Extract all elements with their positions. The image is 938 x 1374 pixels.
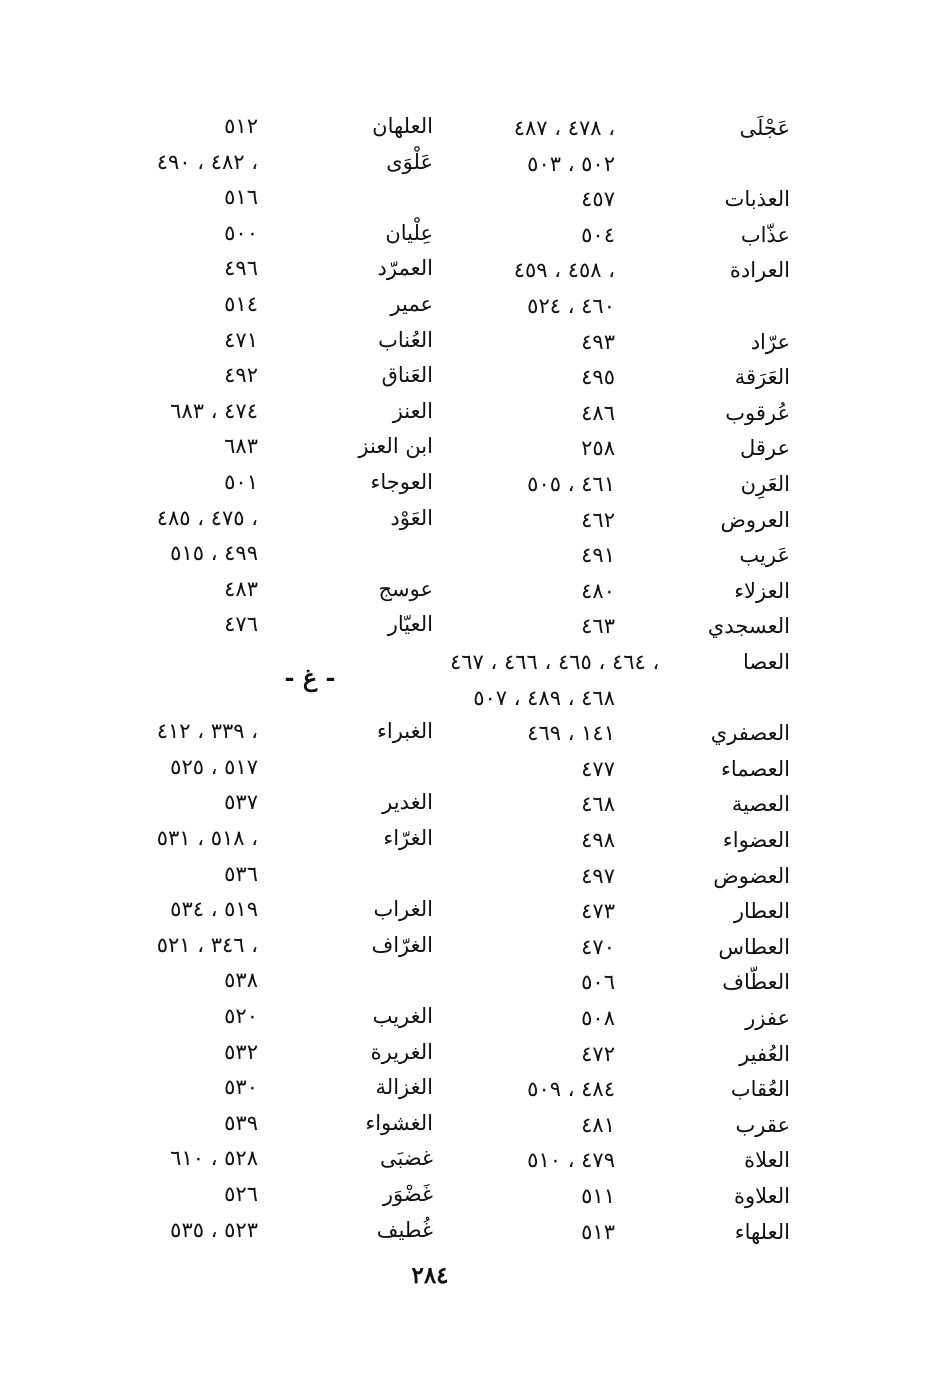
entry-word: العوجاء <box>370 470 433 494</box>
entry-pages: ٣٤٦ ، ٥٢١ ، <box>156 932 258 957</box>
entry-pages: ٤٧٨ ، ٤٨٧ ، <box>513 116 615 140</box>
entry-pages: ٤٧٩ ، ٥١٠ <box>527 1148 615 1173</box>
entry-word: الغريرة <box>370 1039 433 1064</box>
entry-pages: ٥٢٣ ، ٥٣٥ <box>170 1217 258 1242</box>
entry-word: الغزالة <box>375 1075 433 1100</box>
entry-pages: ٤٦١ ، ٥٠٥ <box>527 472 615 496</box>
entry-pages: ٤٦٢ <box>581 507 615 532</box>
entry-pages: ٥٠٦ <box>581 970 615 995</box>
entry-pages: ٤٨٢ ، ٤٩٠ ، <box>156 149 258 174</box>
entry-word: العسجدي <box>707 614 790 639</box>
entry-pages: ٤٧٥ ، ٤٨٥ ، <box>156 505 258 530</box>
entry-pages: ٤٦٨ ، ٤٨٩ ، ٥٠٧ <box>473 685 615 710</box>
entry-word: غضبَى <box>379 1146 433 1171</box>
entry-word: الغبراء <box>377 719 433 744</box>
entry-pages: ٤٨٦ <box>581 400 615 425</box>
entry-word: العروض <box>720 507 790 532</box>
entry-pages: ٤٧٤ ، ٦٨٣ <box>170 398 258 423</box>
entry-pages: ٤٨١ <box>581 1112 615 1137</box>
entry-pages: ٢٥٨ <box>581 436 615 461</box>
entry-pages: ٤٦٤ ، ٤٦٥ ، ٤٦٦ ، ٤٦٧ ، <box>450 650 660 674</box>
entry-pages: ٥٢٦ <box>224 1182 258 1206</box>
entry-pages: ٥٣٧ <box>224 790 258 815</box>
entry-word: العطار <box>733 899 790 924</box>
entry-word: العيّار <box>387 612 433 637</box>
entry-pages: ٥١٩ ، ٥٣٤ <box>170 897 258 922</box>
entry-word: العزلاء <box>734 578 790 603</box>
entry-pages: ٤٦٣ <box>581 614 615 639</box>
entry-pages: ٥٢٨ ، ٦١٠ <box>170 1146 258 1171</box>
entry-pages: ٤٦٠ ، ٥٢٤ <box>527 294 615 318</box>
entry-word: ابن العنز <box>358 434 433 459</box>
entry-pages: ٤٥٧ <box>581 187 615 212</box>
entry-pages: ٥٠١ <box>224 470 258 494</box>
entry-word: عمير <box>390 292 433 316</box>
entry-word: العمرّد <box>377 256 433 281</box>
entry-word: الغدير <box>382 790 433 815</box>
entry-pages: ٥٣٦ <box>224 861 258 886</box>
entry-word: الغرّاء <box>383 826 433 850</box>
entry-word: غُطيف <box>376 1217 433 1242</box>
entry-word: عفزر <box>745 1006 790 1030</box>
entry-word: عوسج <box>378 576 433 601</box>
entry-pages: ٤٩٩ ، ٥١٥ <box>170 541 258 566</box>
entry-word: العرادة <box>729 258 790 283</box>
entry-pages: ٥١٤ <box>224 292 258 316</box>
entry-word: العلهان <box>372 114 433 138</box>
entry-word: العصفري <box>710 721 790 746</box>
entry-pages: ٣٣٩ ، ٤١٢ ، <box>156 719 258 744</box>
entry-word: الغريب <box>372 1004 433 1028</box>
entry-pages: ٦٨٣ <box>224 434 258 459</box>
entry-pages: ٤٩١ <box>581 543 615 568</box>
entry-word: العَوْد <box>390 505 433 530</box>
entry-word: العطاس <box>718 934 790 959</box>
entry-word: عذّاب <box>740 222 790 247</box>
entry-pages: ٥٣٠ <box>224 1075 258 1100</box>
entry-word: عَلْوَى <box>386 149 433 174</box>
entry-pages: ٤٦٨ <box>581 792 615 817</box>
entry-pages: ٤٩٣ <box>581 329 615 354</box>
entry-word: الغشواء <box>365 1110 433 1135</box>
entry-pages: ٤٨٣ <box>224 576 258 601</box>
entry-word: غَضْوَر <box>382 1182 433 1206</box>
entry-word: عِلْيان <box>385 220 433 245</box>
entry-pages: ٥٢٠ <box>224 1004 258 1028</box>
entry-pages: ٥١٢ <box>224 114 258 138</box>
entry-pages: ٤٧٣ <box>581 899 615 924</box>
entry-word: العُناب <box>378 327 433 352</box>
entry-word: عرقل <box>739 436 790 461</box>
entry-pages: ٥٠٢ ، ٥٠٣ <box>527 151 615 176</box>
entry-pages: ٥٣٩ <box>224 1110 258 1135</box>
entry-pages: ١٤١ ، ٤٦٩ <box>527 721 615 746</box>
entry-pages: ٥٠٤ <box>581 222 615 247</box>
entry-pages: ٤٧٧ <box>581 756 615 781</box>
entry-pages: ٥١٦ <box>224 185 258 210</box>
entry-pages: ٤٥٨ ، ٤٥٩ ، <box>513 258 615 283</box>
entry-word: العلاة <box>744 1148 790 1173</box>
entry-pages: ٥٠٠ <box>224 220 258 245</box>
entry-word: العلهاء <box>734 1219 790 1244</box>
entry-word: العضوض <box>713 863 790 888</box>
entry-pages: ٤٧٠ <box>581 934 615 959</box>
section-header-ghain: - غ - <box>284 663 336 692</box>
entry-word: العطّاف <box>722 970 790 995</box>
entry-pages: ٥١٣ <box>581 1219 615 1244</box>
entry-word: العصا <box>743 650 790 674</box>
entry-pages: ٥٣٢ <box>224 1039 258 1064</box>
entry-word: الغرّاف <box>371 932 433 957</box>
entry-word: العصماء <box>721 756 790 781</box>
entry-pages: ٥١٨ ، ٥٣١ ، <box>156 826 258 850</box>
entry-word: العصية <box>731 792 790 817</box>
entry-pages: ٥٣٨ <box>224 968 258 993</box>
entry-pages: ٤٧٦ <box>224 612 258 637</box>
entry-word: العنز <box>392 398 433 423</box>
entry-pages: ٥١١ <box>581 1184 615 1208</box>
entry-word: العلاوة <box>733 1184 790 1208</box>
entry-word: العضواء <box>722 828 790 852</box>
entry-word: عقرب <box>735 1112 790 1137</box>
entry-pages: ٤٩٦ <box>224 256 258 281</box>
entry-pages: ٤٧٢ <box>581 1041 615 1066</box>
entry-word: عَجْلَى <box>739 116 790 140</box>
entry-pages: ٤٧١ <box>224 327 258 352</box>
page-number: ٢٨٤ <box>411 1262 449 1289</box>
entry-pages: ٤٩٨ <box>581 828 615 852</box>
entry-word: العَرِن <box>740 472 790 496</box>
entry-pages: ٥١٧ ، ٥٢٥ <box>170 754 258 779</box>
entry-pages: ٥٠٨ <box>581 1006 615 1030</box>
entry-word: الغراب <box>373 897 433 922</box>
entry-pages: ٤٩٢ <box>224 363 258 388</box>
entry-word: العَناق <box>381 363 433 388</box>
entry-word: العُفير <box>739 1041 790 1066</box>
entry-pages: ٤٩٥ <box>581 365 615 390</box>
entry-pages: ٤٨٠ <box>581 578 615 603</box>
entry-word: العذبات <box>724 187 790 212</box>
entry-word: العَرَقة <box>734 365 790 390</box>
entry-word: عُرقوب <box>725 400 790 425</box>
entry-pages: ٤٨٤ ، ٥٠٩ <box>527 1077 615 1102</box>
entry-word: العُقاب <box>730 1077 790 1102</box>
entry-word: عرّاد <box>750 329 790 354</box>
entry-word: عَريب <box>739 543 790 568</box>
entry-pages: ٤٩٧ <box>581 863 615 888</box>
